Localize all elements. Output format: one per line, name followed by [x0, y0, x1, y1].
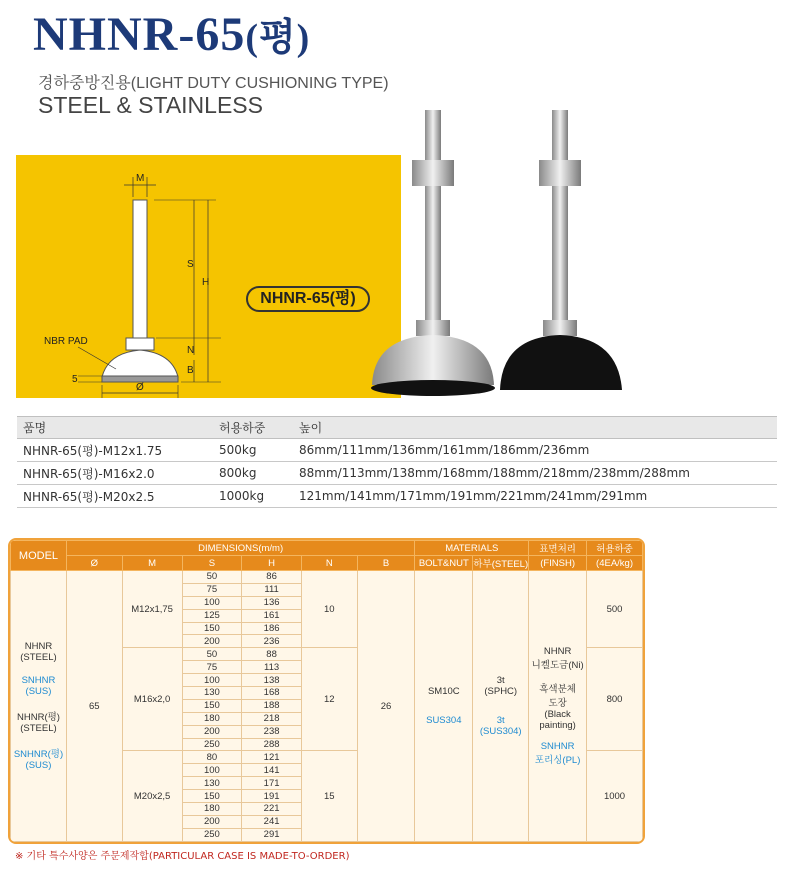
dim-header-phi: Ø: [66, 556, 122, 571]
h-cell: 288: [242, 738, 302, 751]
table-row: [17, 439, 777, 462]
model-name: (SUS): [25, 760, 52, 771]
spec-header-height: 높이: [293, 417, 777, 439]
dim-h-label: H: [202, 277, 210, 288]
finish-text: 도장: [548, 698, 567, 709]
dim-header-model: MODEL: [11, 541, 67, 571]
s-cell: 75: [182, 661, 242, 674]
dim-header-finish-en: (FINSH): [529, 556, 587, 571]
spec-cell: 88mm/113mm/138mm/168mm/188mm/218mm/238mm/288mm: [293, 462, 777, 485]
dim-m-label: M: [136, 173, 145, 184]
dim-header-row-2: [11, 556, 643, 571]
model-badge: NHNR-65(평): [246, 286, 370, 312]
dim-header-bolt: BOLT&NUT: [415, 556, 473, 571]
spec-header-row: [17, 417, 777, 439]
dim-header-s: S: [182, 556, 242, 571]
h-cell: 86: [242, 571, 302, 584]
subtitle-material: STEEL & STAINLESS: [38, 92, 263, 118]
spec-header-load: 허용하중: [213, 417, 293, 439]
dim-header-row-1: [11, 541, 643, 556]
dim-5-label: 5: [72, 374, 78, 385]
finish-text: NHNR: [543, 646, 572, 657]
dim-header-load-unit: (4EA/kg): [587, 556, 643, 571]
h-cell: 113: [242, 661, 302, 674]
dim-phi-label: Ø: [136, 382, 144, 393]
s-cell: 150: [182, 790, 242, 803]
bolt-cell: [415, 571, 473, 842]
load-cell: 1000: [587, 751, 643, 842]
finish-text: 니켈도금(Ni): [531, 660, 584, 671]
b-cell: 26: [357, 571, 415, 842]
h-cell: 191: [242, 790, 302, 803]
dim-n-label: N: [187, 345, 195, 356]
dim-header-base: 하부(STEEL): [473, 556, 529, 571]
finish-text: SNHNR: [540, 741, 575, 752]
s-cell: 100: [182, 764, 242, 777]
model-name: SNHNR: [21, 675, 56, 686]
base-material: (SPHC): [484, 686, 518, 697]
h-cell: 291: [242, 828, 302, 841]
m-cell: M20x2,5: [122, 751, 182, 842]
h-cell: 171: [242, 777, 302, 790]
spec-cell: 121mm/141mm/171mm/191mm/221mm/241mm/291mm: [293, 485, 777, 508]
finish-text: 포리싱(PL): [534, 755, 581, 766]
s-cell: 50: [182, 648, 242, 661]
dim-s-label: S: [187, 259, 194, 270]
s-cell: 125: [182, 609, 242, 622]
spec-cell: NHNR-65(평)-M16x2.0: [17, 462, 213, 485]
s-cell: 100: [182, 596, 242, 609]
h-cell: 111: [242, 583, 302, 596]
spec-table: [17, 416, 777, 508]
s-cell: 130: [182, 777, 242, 790]
nbr-pad-label: NBR PAD: [44, 336, 88, 347]
subtitle-type: 경하중방진용(LIGHT DUTY CUSHIONING TYPE): [38, 75, 389, 92]
bolt-material: SUS304: [426, 715, 462, 726]
dim-header-b: B: [357, 556, 415, 571]
dim-header-load: 허용하중: [587, 541, 643, 556]
dim-header-dimensions: DIMENSIONS(m/m): [66, 541, 414, 556]
model-cell: [11, 571, 67, 842]
dim-header-n: N: [301, 556, 357, 571]
dim-header-finish: 표면처리: [529, 541, 587, 556]
s-cell: 180: [182, 803, 242, 816]
model-name: NHNR(평): [17, 712, 60, 723]
base-material: 3t: [496, 715, 505, 726]
h-cell: 136: [242, 596, 302, 609]
product-photo: [360, 105, 630, 405]
spec-cell: 800kg: [213, 462, 293, 485]
s-cell: 150: [182, 622, 242, 635]
h-cell: 186: [242, 622, 302, 635]
h-cell: 141: [242, 764, 302, 777]
s-cell: 200: [182, 815, 242, 828]
spec-cell: NHNR-65(평)-M12x1.75: [17, 439, 213, 462]
s-cell: 200: [182, 725, 242, 738]
table-row: [17, 462, 777, 485]
finish-text: painting): [539, 720, 576, 731]
spec-cell: 1000kg: [213, 485, 293, 508]
load-cell: 800: [587, 648, 643, 751]
m-cell: M12x1,75: [122, 571, 182, 648]
m-cell: M16x2,0: [122, 648, 182, 751]
h-cell: 88: [242, 648, 302, 661]
dimension-table-frame: [8, 538, 645, 844]
h-cell: 168: [242, 687, 302, 700]
n-cell: 10: [301, 571, 357, 648]
spec-cell: NHNR-65(평)-M20x2.5: [17, 485, 213, 508]
n-cell: 15: [301, 751, 357, 842]
h-cell: 238: [242, 725, 302, 738]
phi-cell: 65: [66, 571, 122, 842]
dim-header-materials: MATERIALS: [415, 541, 529, 556]
spec-cell: 86mm/111mm/136mm/161mm/186mm/236mm: [293, 439, 777, 462]
finish-cell: [529, 571, 587, 842]
s-cell: 80: [182, 751, 242, 764]
h-cell: 236: [242, 635, 302, 648]
model-name: (SUS): [25, 686, 52, 697]
dim-b-label: B: [187, 365, 194, 376]
s-cell: 75: [182, 583, 242, 596]
model-name: (STEEL): [20, 723, 57, 734]
title-main: NHNR-65: [33, 8, 246, 61]
h-cell: 218: [242, 712, 302, 725]
h-cell: 221: [242, 803, 302, 816]
model-name: SNHNR(평): [13, 749, 64, 760]
s-cell: 250: [182, 738, 242, 751]
s-cell: 150: [182, 699, 242, 712]
s-cell: 50: [182, 571, 242, 584]
dim-header-m: M: [122, 556, 182, 571]
h-cell: 161: [242, 609, 302, 622]
h-cell: 121: [242, 751, 302, 764]
h-cell: 241: [242, 815, 302, 828]
table-row: [17, 485, 777, 508]
s-cell: 100: [182, 674, 242, 687]
h-cell: 138: [242, 674, 302, 687]
s-cell: 130: [182, 687, 242, 700]
title-paren: (평): [245, 17, 311, 59]
n-cell: 12: [301, 648, 357, 751]
spec-cell: 500kg: [213, 439, 293, 462]
h-cell: 188: [242, 699, 302, 712]
dim-header-h: H: [242, 556, 302, 571]
base-material: 3t: [496, 675, 505, 686]
s-cell: 200: [182, 635, 242, 648]
finish-text: 흑색분체: [539, 684, 576, 695]
s-cell: 250: [182, 828, 242, 841]
model-name: (STEEL): [20, 652, 57, 663]
s-cell: 180: [182, 712, 242, 725]
order-note: ※ 기타 특수사양은 주문제작합(PARTICULAR CASE IS MADE-TO-ORDER): [15, 851, 350, 862]
base-cell: [473, 571, 529, 842]
dimension-table: [10, 540, 643, 842]
spec-header-name: 품명: [17, 417, 213, 439]
finish-text: (Black: [544, 709, 571, 720]
model-name: NHNR: [24, 641, 53, 652]
technical-drawing: [16, 155, 256, 398]
bolt-material: SM10C: [427, 686, 460, 697]
load-cell: 500: [587, 571, 643, 648]
table-row: [11, 571, 643, 584]
base-material: (SUS304): [479, 726, 522, 737]
page-title: [33, 6, 310, 62]
